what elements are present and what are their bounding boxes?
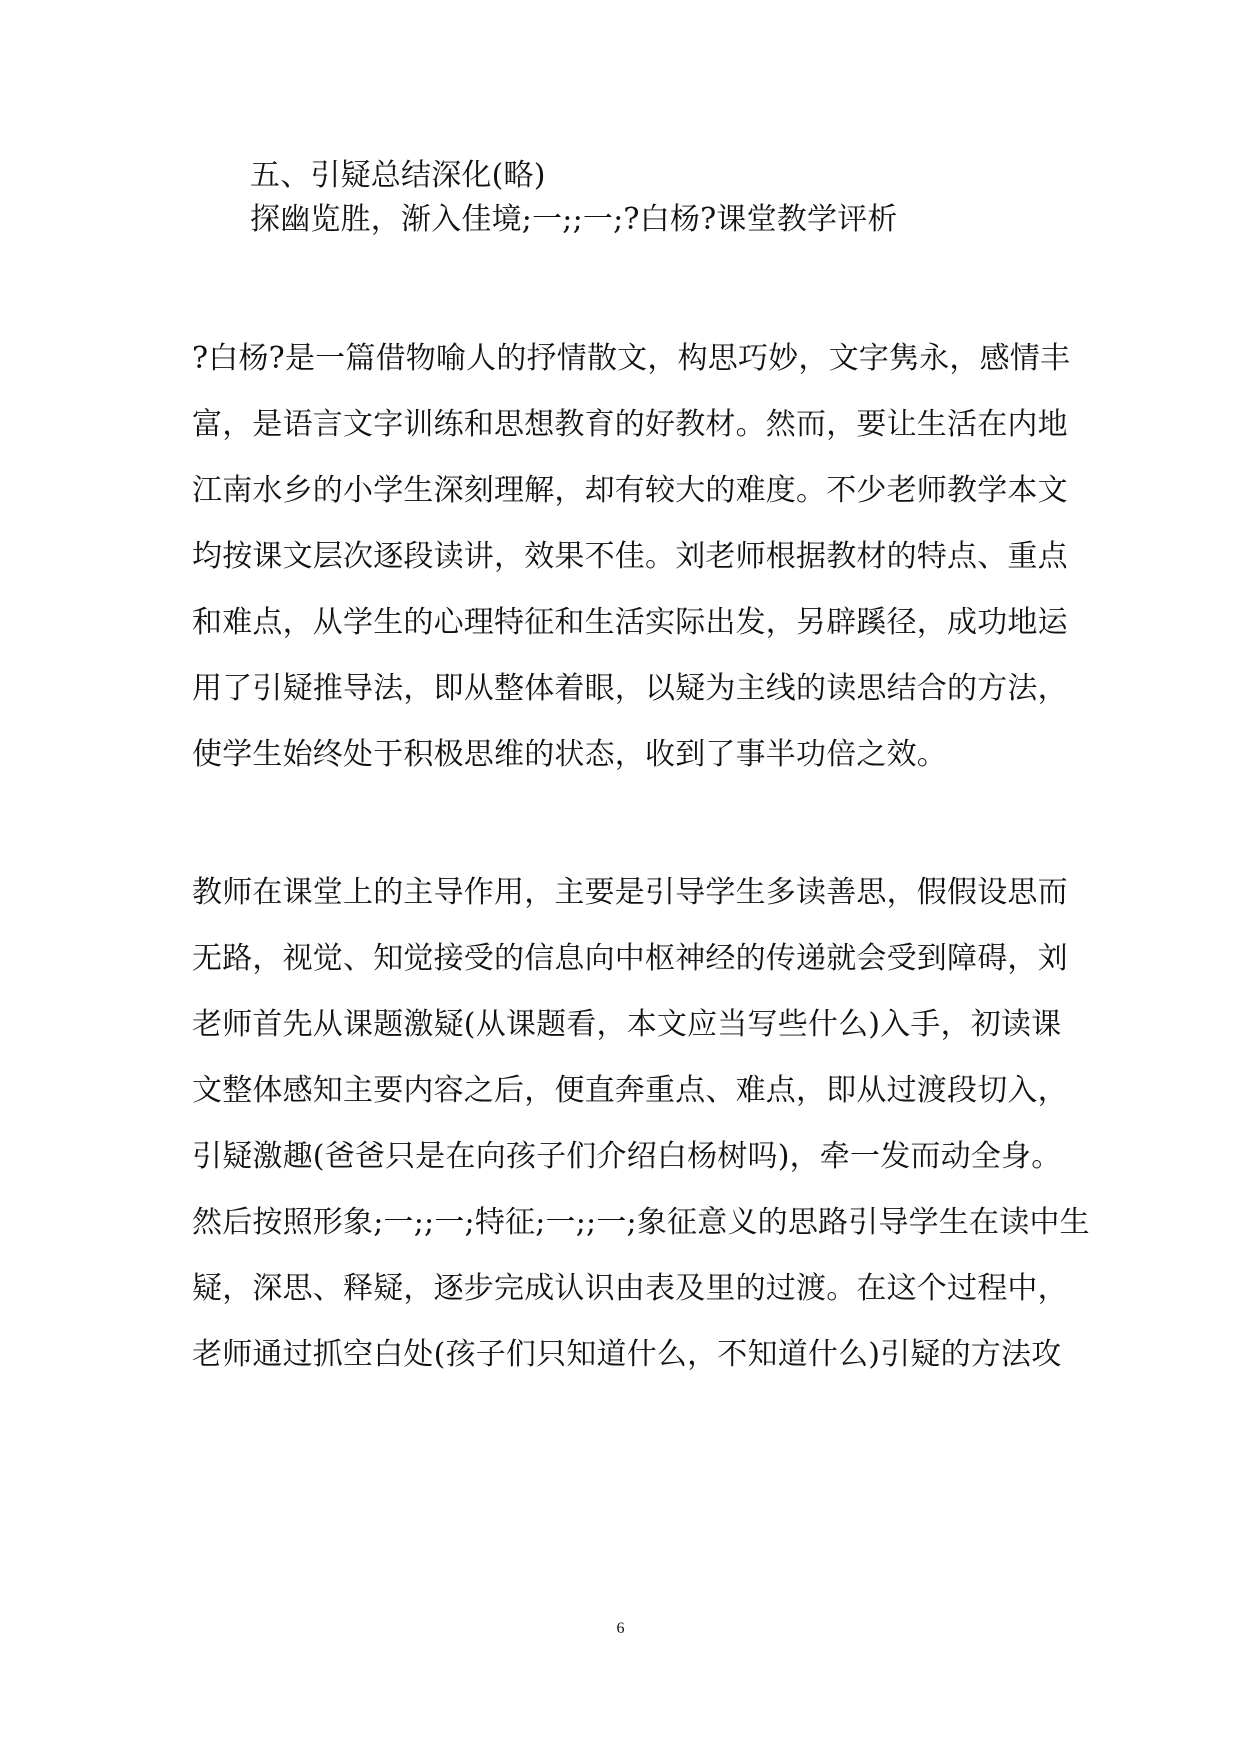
paragraph-line: 用了引疑推导法，即从整体着眼，以疑为主线的读思结合的方法，	[192, 671, 1068, 706]
paragraph-line: 和难点，从学生的心理特征和生活实际出发，另辟蹊径，成功地运	[192, 605, 1068, 640]
paragraph-line: 富，是语言文字训练和思想教育的好教材。然而，要让生活在内地	[192, 407, 1068, 442]
paragraph-line: 使学生始终处于积极思维的状态，收到了事半功倍之效。	[192, 737, 947, 772]
page-number: 6	[616, 1620, 625, 1637]
paragraph-line: 文整体感知主要内容之后，便直奔重点、难点，即从过渡段切入，	[192, 1073, 1068, 1108]
paragraph-line: 无路，视觉、知觉接受的信息向中枢神经的传递就会受到障碍，刘	[192, 941, 1068, 976]
paragraph-line: 引疑激趣(爸爸只是在向孩子们介绍白杨树吗)，牵一发而动全身。	[192, 1139, 1062, 1174]
paragraph-line: ?白杨?是一篇借物喻人的抒情散文，构思巧妙，文字隽永，感情丰	[192, 341, 1071, 376]
paragraph-line: 教师在课堂上的主导作用，主要是引导学生多读善思，假假设思而	[192, 875, 1068, 910]
paragraph-line: 江南水乡的小学生深刻理解，却有较大的难度。不少老师教学本文	[192, 473, 1068, 508]
section-heading: 五、引疑总结深化(略)	[250, 158, 546, 193]
paragraph-line: 疑，深思、释疑，逐步完成认识由表及里的过渡。在这个过程中，	[192, 1271, 1068, 1306]
paragraph-line: 然后按照形象;一;;一;特征;一;;一;象征意义的思路引导学生在读中生	[192, 1205, 1090, 1240]
paragraph-line: 均按课文层次逐段读讲，效果不佳。刘老师根据教材的特点、重点	[192, 539, 1068, 574]
paragraph-line: 老师通过抓空白处(孩子们只知道什么，不知道什么)引疑的方法攻	[192, 1337, 1062, 1372]
paragraph-line: 老师首先从课题激疑(从课题看，本文应当写些什么)入手，初读课	[192, 1007, 1062, 1042]
article-title: 探幽览胜，渐入佳境;一;;一;?白杨?课堂教学评析	[250, 202, 898, 237]
